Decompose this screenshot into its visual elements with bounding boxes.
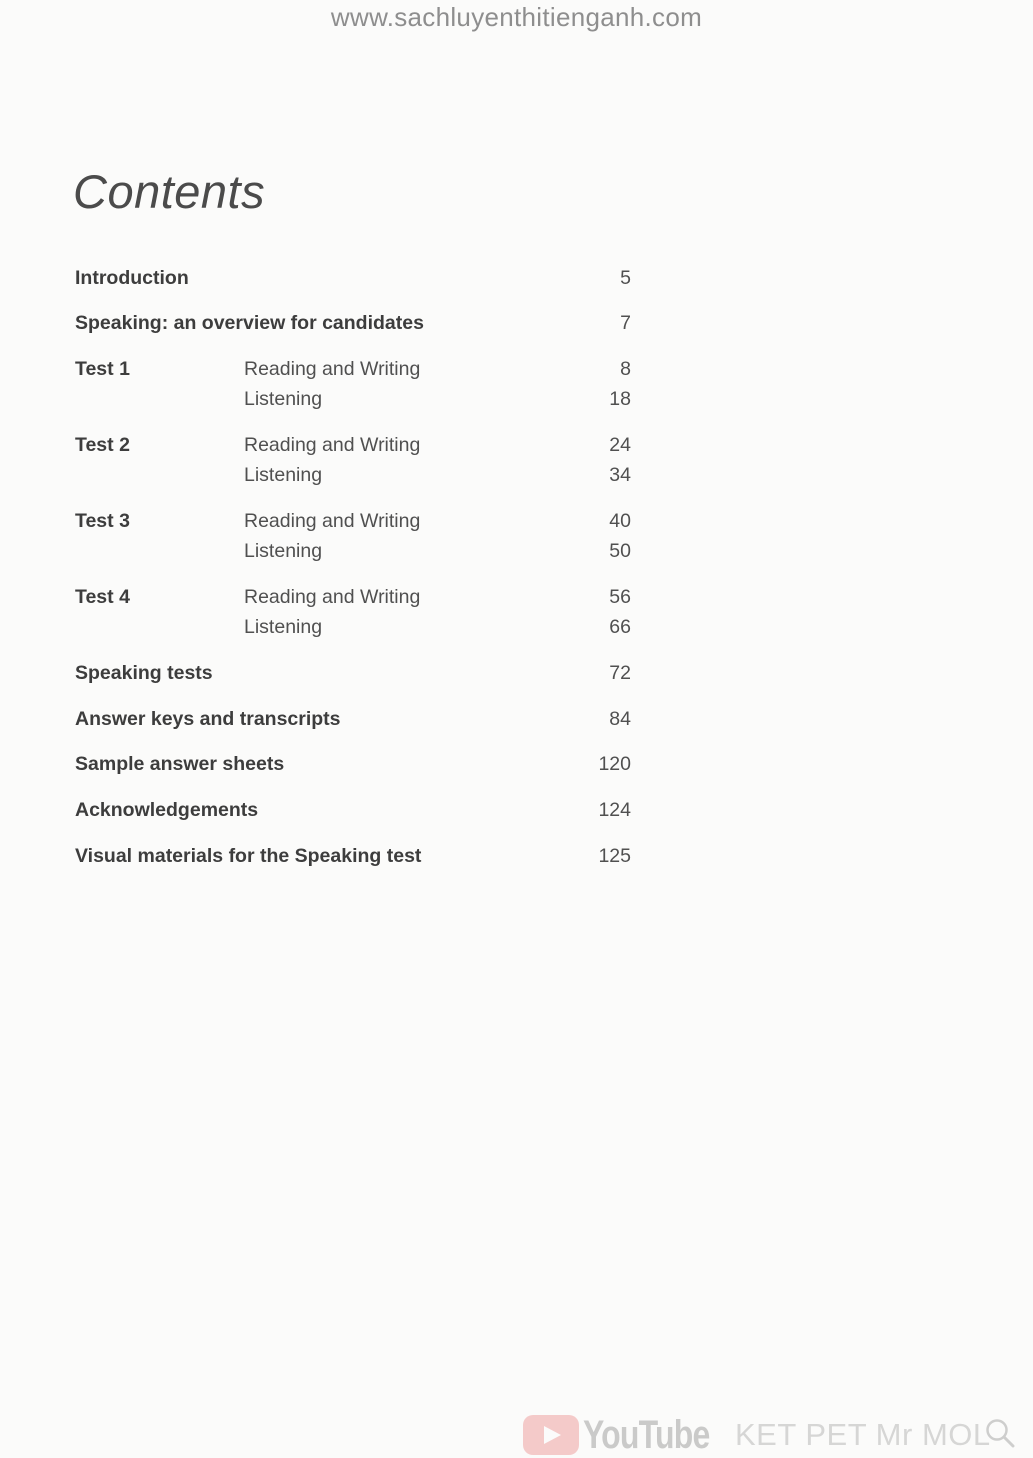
toc-page-number: 125 <box>598 845 631 867</box>
play-icon <box>544 1426 561 1444</box>
toc-subentry-label: Reading and Writing <box>244 358 421 380</box>
toc-page-number: 8 <box>620 358 631 380</box>
toc-entry-speaking-tests <box>75 658 631 688</box>
toc-subentry-label: Listening <box>244 464 323 486</box>
toc-entry-label: Speaking: an overview for candidates <box>75 312 424 334</box>
toc-entry-visual-materials <box>75 841 631 871</box>
toc-entry-test-1 <box>75 354 631 384</box>
toc-page-number: 120 <box>598 753 631 775</box>
toc-subentry-label: Listening <box>244 540 323 562</box>
search-icon <box>985 1418 1015 1448</box>
toc-page-number: 124 <box>598 799 631 821</box>
toc-page-number: 72 <box>609 662 631 684</box>
toc-entry-label: Test 1 <box>75 358 130 380</box>
channel-name: KET PET Mr MOL <box>735 1417 991 1452</box>
toc-entry-label: Visual materials for the Speaking test <box>75 845 422 867</box>
toc-entry-introduction <box>75 263 631 293</box>
toc-subentry-test-1-listening <box>75 384 631 414</box>
toc-subentry-test-4-listening <box>75 612 631 642</box>
toc-entry-sample-answer-sheets <box>75 749 631 779</box>
watermark-url: www.sachluyenthitienganh.com <box>330 2 703 32</box>
toc-page-number: 40 <box>609 510 631 532</box>
toc-page-number: 56 <box>609 586 631 608</box>
toc-entry-label: Answer keys and transcripts <box>75 708 341 730</box>
toc-page-number: 50 <box>609 540 631 562</box>
toc-page-number: 66 <box>609 616 631 638</box>
toc-page-number: 7 <box>620 312 631 334</box>
toc-page-number: 84 <box>609 708 631 730</box>
toc-subentry-label: Reading and Writing <box>244 586 421 608</box>
toc-entry-label: Test 2 <box>75 434 130 456</box>
toc-entry-label: Test 4 <box>75 586 130 608</box>
youtube-wordmark: YouTube <box>583 1413 710 1457</box>
toc-page-number: 5 <box>620 267 631 289</box>
toc-subentry-label: Reading and Writing <box>244 434 421 456</box>
toc-page-number: 34 <box>609 464 631 486</box>
toc-entry-label: Sample answer sheets <box>75 753 285 775</box>
toc-subentry-test-3-listening <box>75 536 631 566</box>
toc-entry-answer-keys <box>75 704 631 734</box>
toc-entry-test-4 <box>75 582 631 612</box>
toc-entry-label: Test 3 <box>75 510 130 532</box>
toc-subentry-test-2-listening <box>75 460 631 490</box>
toc-entry-label: Introduction <box>75 267 189 289</box>
toc-subentry-label: Listening <box>244 616 323 638</box>
toc-entry-test-3 <box>75 506 631 536</box>
toc-entry-test-2 <box>75 430 631 460</box>
toc-entry-label: Acknowledgements <box>75 799 259 821</box>
toc-entry-speaking-overview <box>75 308 631 338</box>
toc-entry-acknowledgements <box>75 795 631 825</box>
toc-subentry-label: Reading and Writing <box>244 510 421 532</box>
youtube-logo <box>523 1415 579 1455</box>
toc-page-number: 24 <box>609 434 631 456</box>
toc-page-number: 18 <box>609 388 631 410</box>
page-title: Contents <box>73 165 266 218</box>
toc-subentry-label: Listening <box>244 388 323 410</box>
youtube-channel-watermark <box>523 1412 1023 1456</box>
toc-entry-label: Speaking tests <box>75 662 213 684</box>
